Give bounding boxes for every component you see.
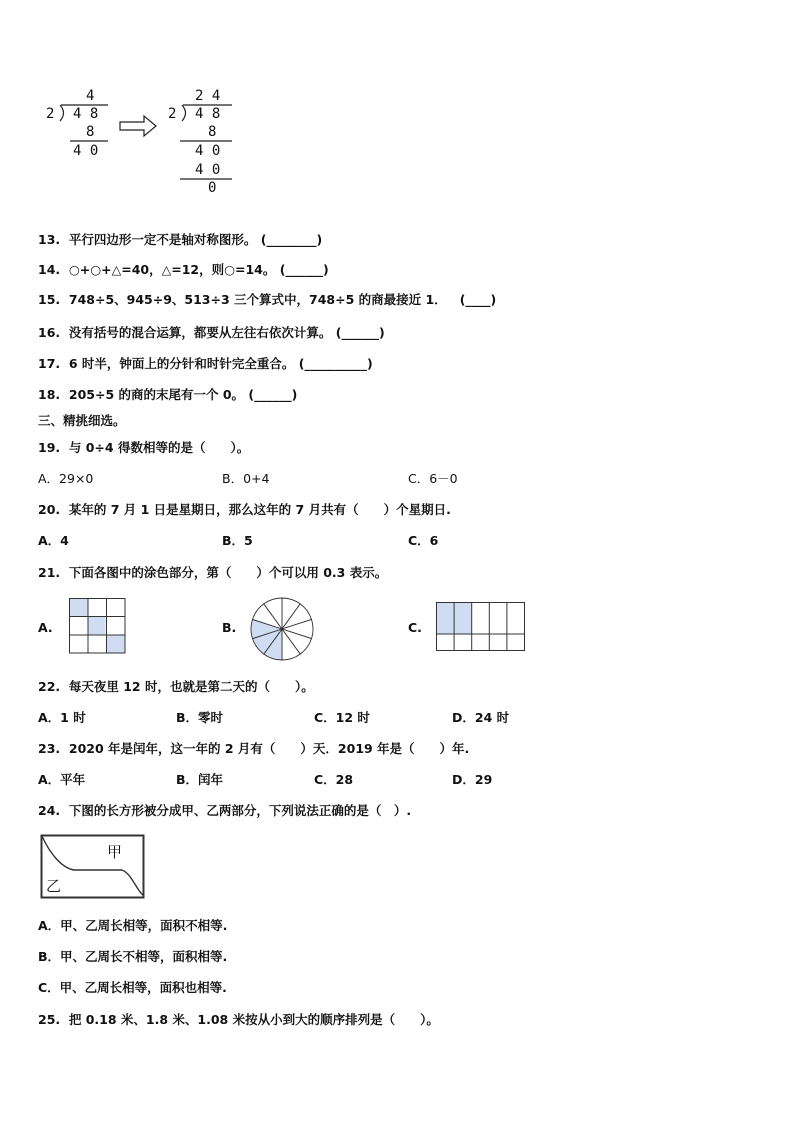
- q24-text: 下图的长方形被分成甲、乙两部分，下列说法正确的是（ ）.: [68, 803, 412, 818]
- q16-answer-blank[interactable]: (______): [335, 325, 385, 340]
- question-15: [38, 290, 496, 308]
- q24-option-a[interactable]: A．甲、乙周长相等，面积不相等.: [38, 918, 228, 933]
- q14-num: 14.: [38, 262, 61, 277]
- q21-figure-b: [249, 596, 315, 662]
- q21-num: 21.: [38, 565, 61, 580]
- q13-text: 平行四边形一定不是轴对称图形。: [68, 232, 257, 247]
- question-17: [38, 354, 373, 372]
- q23-option-a[interactable]: A．平年: [38, 772, 86, 787]
- ld-left-product: 8: [86, 124, 95, 140]
- ld-right-dividend: 4 8: [195, 106, 221, 122]
- q19-option-c[interactable]: C．6－0: [408, 471, 458, 486]
- ld-right-partial: 4 0: [195, 143, 221, 159]
- q17-answer-blank[interactable]: (__________): [298, 356, 373, 371]
- q18-num: 18.: [38, 387, 61, 402]
- q24-label-jia: 甲: [107, 843, 123, 861]
- q19-num: 19.: [38, 440, 61, 455]
- q25-text: 把 0.18 米、1.8 米、1.08 米按从小到大的顺序排列是（ ）。: [68, 1012, 439, 1027]
- q19-option-a[interactable]: A．29×0: [38, 471, 94, 486]
- q22-option-d[interactable]: D．24 时: [452, 710, 510, 725]
- q21-label-b[interactable]: B.: [222, 620, 237, 635]
- q16-num: 16.: [38, 325, 61, 340]
- q20-text: 某年的 7 月 1 日是星期日，那么这年的 7 月共有（ ）个星期日.: [68, 502, 451, 517]
- ld-left-quotient: 4: [86, 88, 95, 104]
- q22-option-a[interactable]: A．1 时: [38, 710, 86, 725]
- q23-option-c[interactable]: C．28: [314, 772, 354, 787]
- ld-left-dividend: 4 8: [73, 106, 99, 122]
- q15-num: 15.: [38, 292, 61, 307]
- q22-option-b[interactable]: B．零时: [176, 710, 224, 725]
- ld-right-product1: 8: [208, 124, 217, 140]
- q24-option-c[interactable]: C．甲、乙周长相等，面积也相等.: [38, 980, 227, 995]
- q13-answer-blank[interactable]: (________): [260, 232, 323, 247]
- q14-text: ○+○+△=40，△=12，则○=14。: [68, 262, 276, 277]
- q20-option-c[interactable]: C．6: [408, 533, 439, 548]
- q24-label-yi: 乙: [46, 877, 62, 895]
- q17-num: 17.: [38, 356, 61, 371]
- q13-num: 13.: [38, 232, 61, 247]
- question-23: [38, 739, 469, 757]
- q21-figure-a: [69, 598, 127, 654]
- q23-option-d[interactable]: D．29: [452, 772, 493, 787]
- q19-option-b[interactable]: B．0+4: [222, 471, 270, 486]
- question-22: [38, 677, 314, 695]
- q18-answer-blank[interactable]: (______): [248, 387, 298, 402]
- q20-option-a[interactable]: A．4: [38, 533, 69, 548]
- q21-figure-c: [436, 602, 528, 652]
- question-21: [38, 563, 387, 581]
- question-24: [38, 801, 411, 819]
- q17-text: 6 时半，钟面上的分针和时针完全重合。: [68, 356, 295, 371]
- question-19: [38, 438, 249, 456]
- q15-text: 748÷5、945÷9、513÷3 三个算式中，748÷5 的商最接近 1．: [68, 292, 447, 307]
- question-25: [38, 1010, 439, 1028]
- question-20: [38, 500, 451, 518]
- ld-left-remainder: 4 0: [73, 143, 99, 159]
- question-18: [38, 385, 297, 403]
- q19-text: 与 0÷4 得数相等的是（ ）。: [68, 440, 250, 455]
- q23-text: 2020 年是闰年，这一年的 2 月有（ ）天．2019 年是（ ）年.: [68, 741, 470, 756]
- ld-right-quotient: 2 4: [195, 88, 221, 104]
- q20-num: 20.: [38, 502, 61, 517]
- q23-num: 23.: [38, 741, 61, 756]
- q15-answer-blank[interactable]: (____): [459, 292, 497, 307]
- q22-option-c[interactable]: C．12 时: [314, 710, 370, 725]
- q18-text: 205÷5 的商的末尾有一个 0。: [68, 387, 245, 402]
- q16-text: 没有括号的混合运算，都要从左往右依次计算。: [68, 325, 332, 340]
- q21-label-a[interactable]: A.: [38, 620, 53, 635]
- question-16: [38, 323, 385, 341]
- q24-option-b[interactable]: B．甲、乙周长不相等，面积相等.: [38, 949, 228, 964]
- question-14: [38, 260, 329, 278]
- question-13: [38, 230, 322, 248]
- q21-label-c[interactable]: C.: [408, 620, 422, 635]
- q20-option-b[interactable]: B．5: [222, 533, 253, 548]
- ld-right-product2: 4 0: [195, 162, 221, 178]
- q22-num: 22.: [38, 679, 61, 694]
- q23-option-b[interactable]: B．闰年: [176, 772, 224, 787]
- ld-right-remainder: 0: [208, 180, 217, 196]
- q25-num: 25.: [38, 1012, 61, 1027]
- q22-text: 每天夜里 12 时，也就是第二天的（ ）。: [68, 679, 314, 694]
- q14-answer-blank[interactable]: (______): [279, 262, 329, 277]
- ld-right-divisor: 2: [168, 106, 177, 122]
- q24-num: 24.: [38, 803, 61, 818]
- ld-left-divisor: 2: [46, 106, 55, 122]
- q21-text: 下面各图中的涂色部分，第（ ）个可以用 0.3 表示。: [68, 565, 388, 580]
- section-3-title: 三、精挑细选。: [38, 413, 126, 428]
